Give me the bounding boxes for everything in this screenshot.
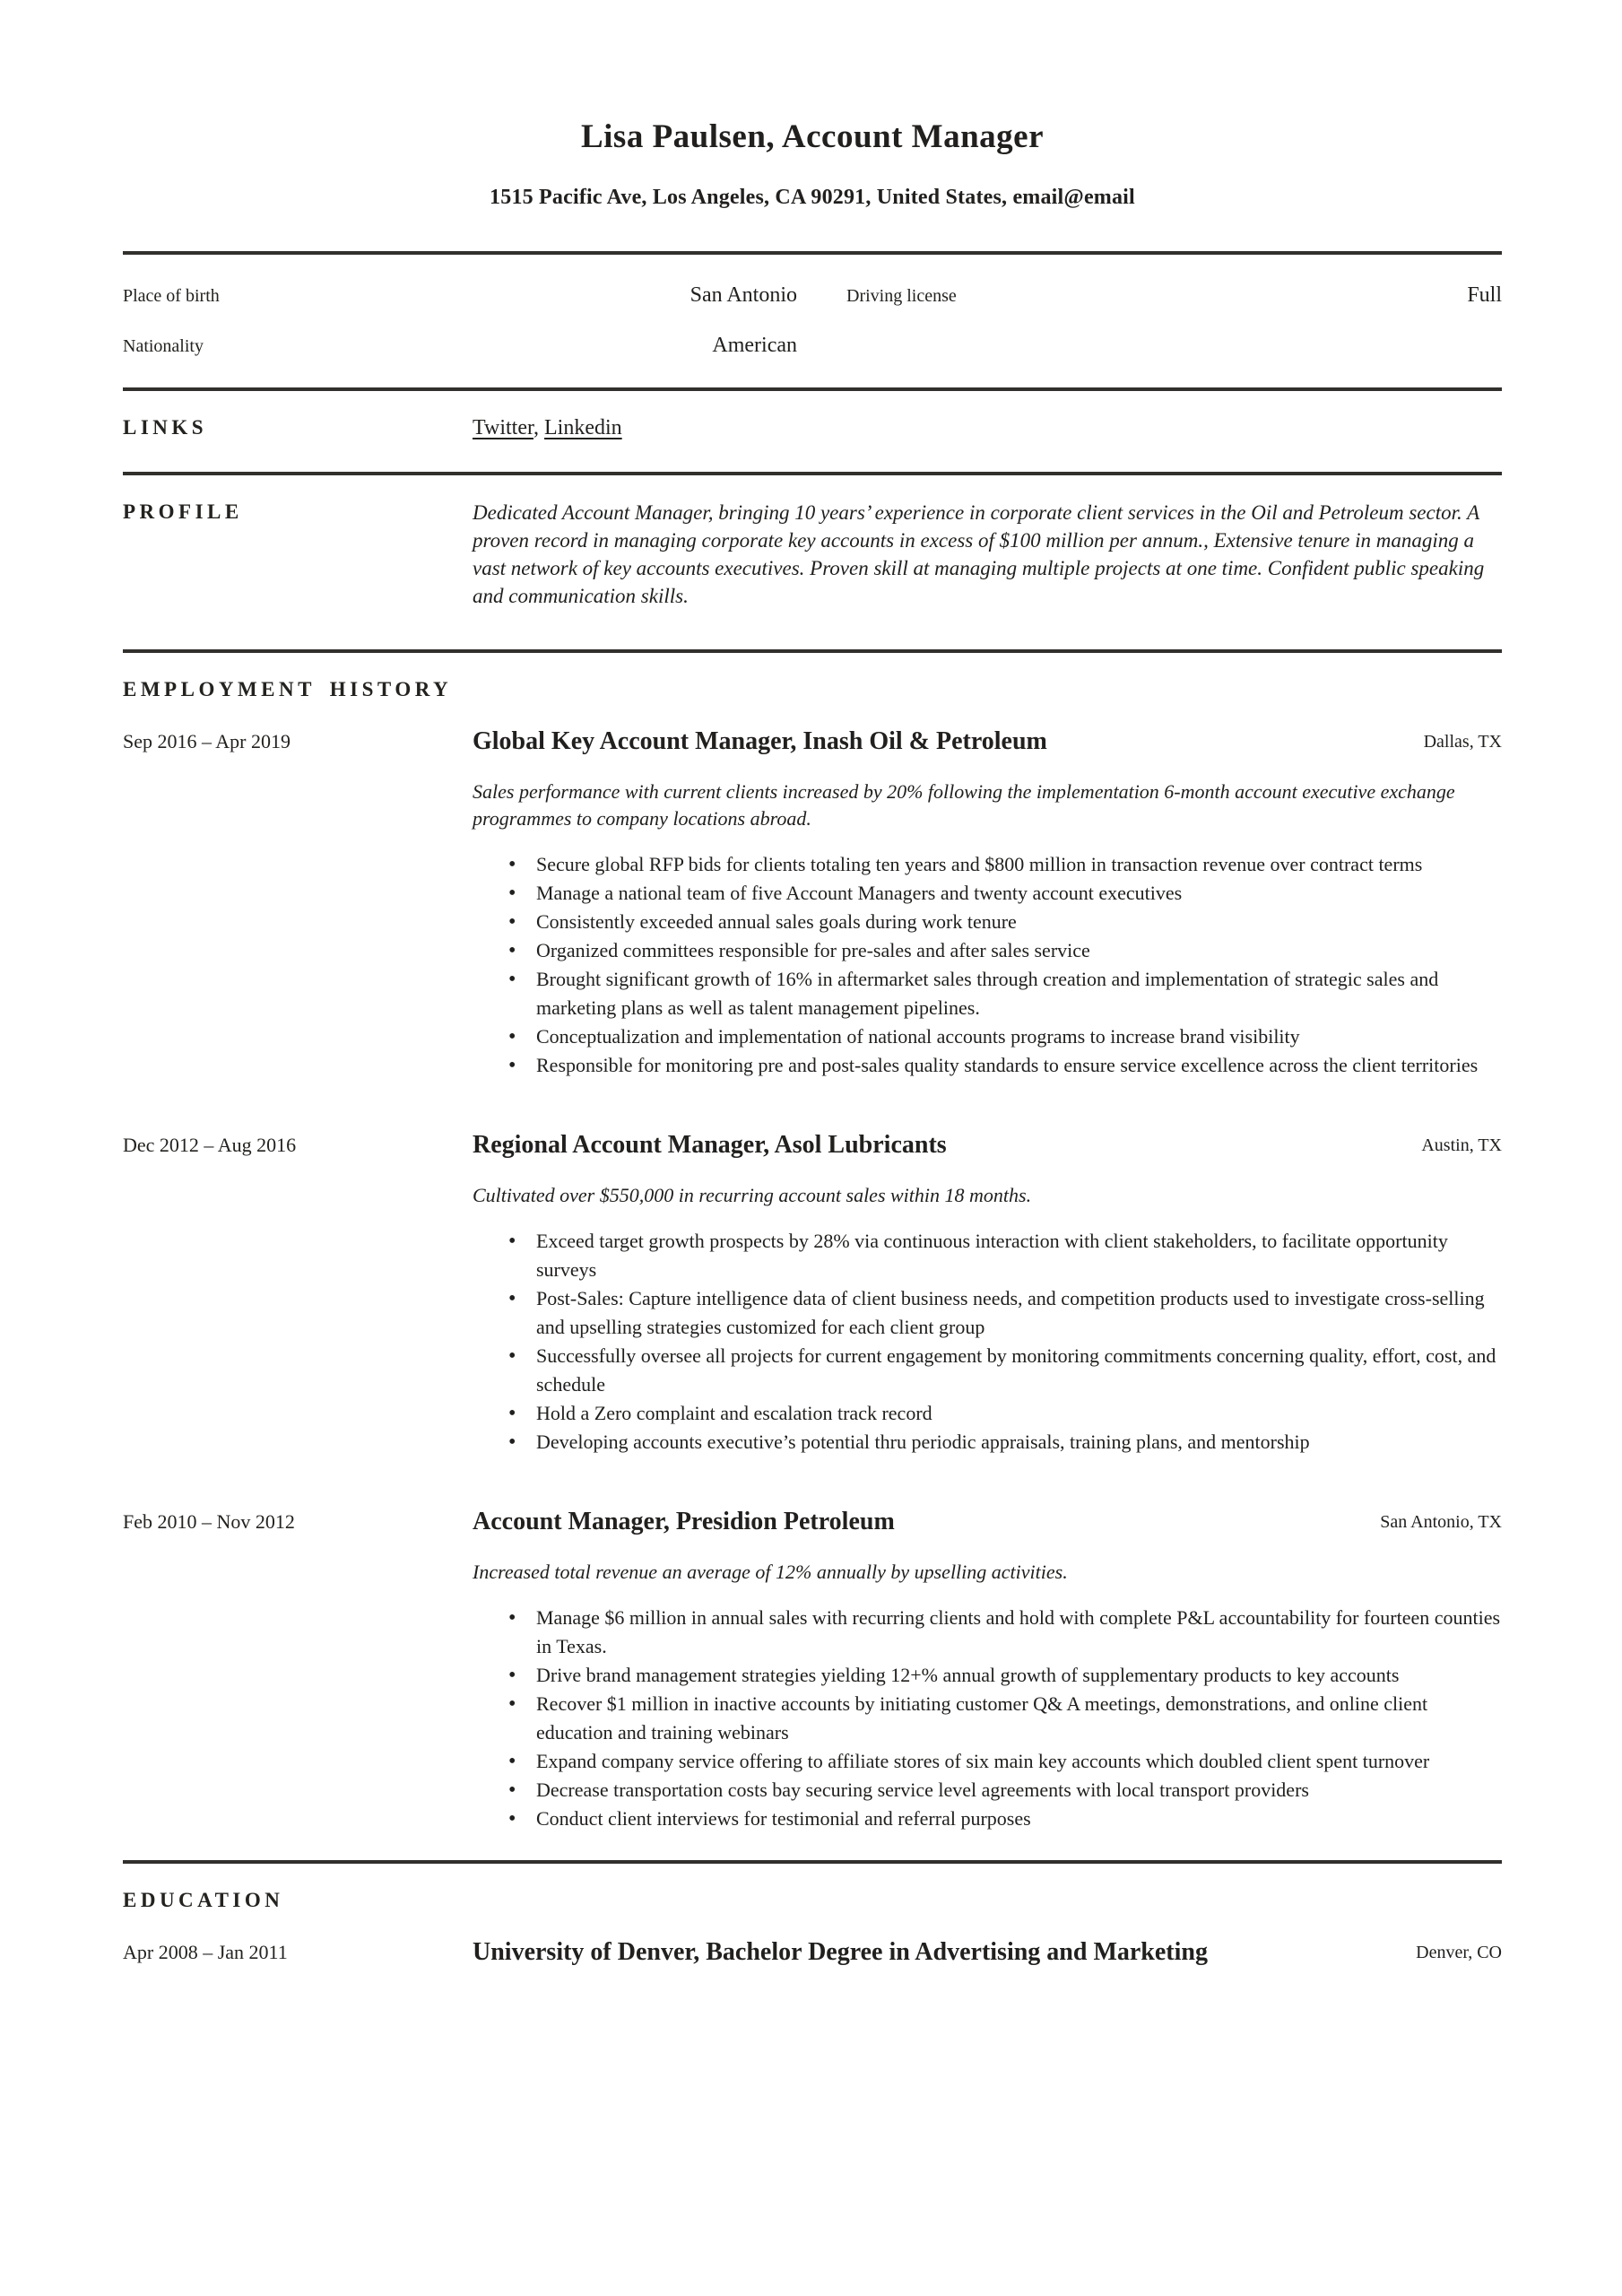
job-bullets (473, 1604, 1502, 1833)
job-dates: Dec 2012 – Aug 2016 (123, 1134, 297, 1156)
job-location: Austin, TX (1421, 1135, 1502, 1155)
bullet-item: • Recover $1 million in inactive accounts by initiating customer Q& A meetings, demonstrations, and online client education and training webinars (473, 1690, 1502, 1747)
bullet-item: • Secure global RFP bids for clients totaling ten years and $800 million in transaction revenue over contract terms (473, 850, 1502, 879)
education-body (473, 1937, 1502, 1968)
bullet-item: • Decrease transportation costs bay securing service level agreements with local transport providers (473, 1776, 1502, 1805)
bullet-item: • Expand company service offering to affiliate stores of six main key accounts which doubled client spent turnover (473, 1747, 1502, 1776)
job-bullets (473, 1227, 1502, 1457)
employment-section (123, 649, 1502, 1860)
job-location: San Antonio, TX (1380, 1512, 1502, 1532)
education-entry (123, 1937, 1502, 1968)
bullet-item: • Hold a Zero complaint and escalation track record (473, 1399, 1502, 1428)
nationality-label: Nationality (123, 336, 204, 356)
detail-row (123, 282, 1502, 309)
place-of-birth-value: San Antonio (690, 283, 797, 307)
job-summary: Cultivated over $550,000 in recurring account sales within 18 months. (473, 1184, 1032, 1206)
education-location: Denver, CO (1416, 1943, 1502, 1962)
bullet-item: • Brought significant growth of 16% in aftermarket sales through creation and implementation of strategic sales and marketing plans as well as talent management pipelines. (473, 965, 1502, 1022)
job-body (473, 726, 1502, 1080)
nationality-value: American (712, 334, 797, 357)
link-separator: , (533, 416, 545, 439)
driving-license-label: Driving license (846, 286, 957, 306)
detail-row (123, 332, 1502, 359)
personal-details-section (123, 251, 1502, 387)
bullet-item: • Exceed target growth prospects by 28% via continuous interaction with client stakeholders, to facilitate opportunity surveys (473, 1227, 1502, 1284)
bullet-item: • Successfully oversee all projects for current engagement by monitoring commitments concerning quality, effort, cost, and schedule (473, 1342, 1502, 1399)
bullet-item: • Organized committees responsible for pre-sales and after sales service (473, 936, 1502, 965)
education-section (123, 1860, 1502, 1968)
education-title: University of Denver, Bachelor Degree in Advertising and Marketing (473, 1938, 1208, 1966)
bullet-item: • Post-Sales: Capture intelligence data of client business needs, and competition products used to investigate cross-selling and upselling strategies customized for each client group (473, 1284, 1502, 1342)
job-entry (123, 1130, 1502, 1457)
job-summary: Increased total revenue an average of 12% annually by upselling activities. (473, 1561, 1068, 1583)
job-summary: Sales performance with current clients increased by 20% following the implementation 6-month account executive exchange programmes to company locations abroad. (473, 780, 1455, 830)
profile-text: Dedicated Account Manager, bringing 10 years’ experience in corporate client services in the Oil and Petroleum sector. A proven record in managing corporate key accounts in excess of $100 million per annum., Extensive tenure in managing a vast network of key accounts executives. Proven skill at managing multiple projects at one time. Confident public speaking and communication skills. (473, 501, 1485, 607)
contact-line: 1515 Pacific Ave, Los Angeles, CA 90291, United States, email@email (490, 186, 1135, 209)
profile-heading: PROFILE (123, 500, 243, 523)
job-body (473, 1130, 1502, 1457)
bullet-item: • Manage $6 million in annual sales with recurring clients and hold with complete P&L accountability for fourteen counties in Texas. (473, 1604, 1502, 1661)
driving-license-value: Full (1467, 283, 1502, 307)
job-dates: Sep 2016 – Apr 2019 (123, 730, 291, 752)
place-of-birth-label: Place of birth (123, 286, 220, 306)
education-heading: EDUCATION (123, 1889, 284, 1911)
candidate-name: Lisa Paulsen, Account Manager (580, 118, 1045, 155)
bullet-item: • Manage a national team of five Account Managers and twenty account executives (473, 879, 1502, 908)
bullet-item: • Drive brand management strategies yielding 12+% annual growth of supplementary products to key accounts (473, 1661, 1502, 1690)
detail-pair-nationality (123, 332, 797, 359)
links-section (123, 387, 1502, 472)
job-entry (123, 1507, 1502, 1833)
job-location: Dallas, TX (1423, 732, 1502, 752)
detail-pair-driving-license (846, 282, 1502, 309)
twitter-link[interactable]: Twitter (473, 416, 534, 439)
job-title: Account Manager, Presidion Petroleum (473, 1508, 895, 1535)
job-bullets (473, 850, 1502, 1080)
job-title: Global Key Account Manager, Inash Oil & Petroleum (473, 727, 1047, 755)
education-dates: Apr 2008 – Jan 2011 (123, 1941, 288, 1963)
links-heading: LINKS (123, 416, 208, 439)
resume-header (123, 120, 1502, 210)
detail-pair-place-of-birth (123, 282, 797, 309)
job-title: Regional Account Manager, Asol Lubricants (473, 1131, 947, 1159)
job-body (473, 1507, 1502, 1833)
bullet-item: • Developing accounts executive’s potential thru periodic appraisals, training plans, and mentorship (473, 1428, 1502, 1457)
bullet-item: • Conduct client interviews for testimonial and referral purposes (473, 1805, 1502, 1833)
job-dates: Feb 2010 – Nov 2012 (123, 1510, 295, 1533)
job-entry (123, 726, 1502, 1080)
employment-heading: EMPLOYMENT HISTORY (123, 678, 453, 700)
bullet-item: • Responsible for monitoring pre and post-sales quality standards to ensure service excellence across the client territories (473, 1051, 1502, 1080)
bullet-item: • Conceptualization and implementation of national accounts programs to increase brand visibility (473, 1022, 1502, 1051)
linkedin-link[interactable]: Linkedin (544, 416, 622, 439)
bullet-item: • Consistently exceeded annual sales goals during work tenure (473, 908, 1502, 936)
links-line (473, 414, 1502, 441)
profile-section (123, 472, 1502, 649)
